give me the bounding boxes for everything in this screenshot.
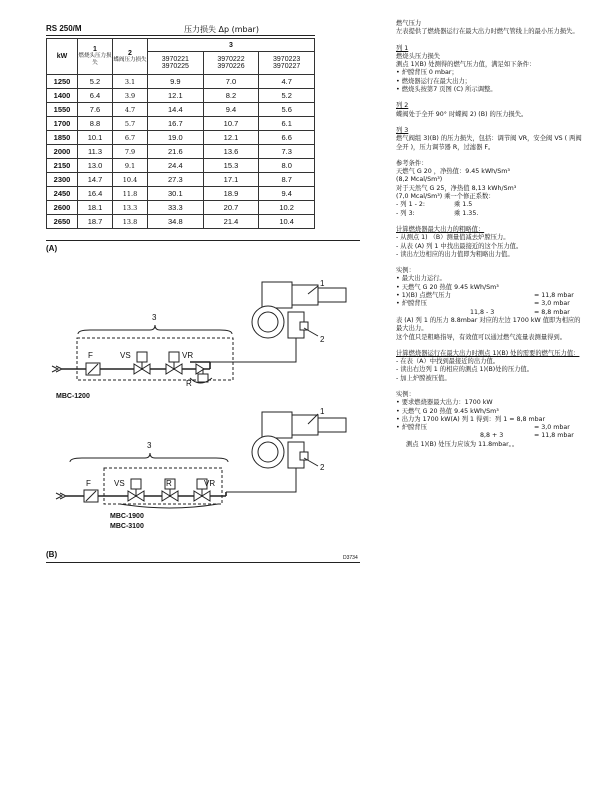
table-cell: 18.9 (203, 187, 259, 201)
col3-code: 3970227 (273, 63, 301, 70)
ref-factor-value: 乘 1.5 (454, 201, 473, 209)
table-cell: 7.6 (78, 103, 113, 117)
col2-heading: 列 2 (396, 102, 409, 110)
col-kw-header: kW (47, 39, 78, 75)
table-cell: 15.3 (203, 159, 259, 173)
figure-b-rule (46, 562, 360, 563)
table-cell: 5.7 (113, 117, 148, 131)
col3-code-cell (259, 52, 315, 75)
example1-line: • 最大出力运行。 (396, 275, 446, 283)
col1-subtitle: 燃烧头压力损失 (78, 53, 112, 66)
example2-result: 测点 1)(B) 处压力应该为 11.8mbar。。 (406, 440, 519, 448)
top-vs-actuator (137, 352, 147, 362)
example1-calc-label: • 1)(B) 点燃气压力 (396, 292, 451, 300)
top-vr-valve-b (174, 364, 182, 374)
bottom-model-label-2: MBC-3100 (110, 523, 144, 530)
example2-line: • 天燃气 G 20 热值 9.45 kWh/Sm³ (396, 407, 499, 415)
right-text-column (396, 20, 582, 449)
example2-calc-value: = 11,8 mbar (534, 432, 574, 440)
table-cell: 10.7 (203, 117, 259, 131)
bottom-regulator-b (170, 491, 178, 501)
table-cell: 12.1 (203, 131, 259, 145)
kw-cell: 1700 (47, 117, 78, 131)
top-butterfly-valve (300, 322, 308, 330)
bottom-callout-3: 3 (147, 441, 152, 450)
col1-heading: 列 1 (396, 44, 409, 52)
bottom-fan-housing (252, 436, 284, 468)
top-callout-2: 2 (320, 335, 325, 344)
table-cell: 9.4 (203, 103, 259, 117)
top-vs-valve-b (142, 364, 150, 374)
col3-heading: 列 3 (396, 126, 409, 134)
example1-calc-value: = 3,0 mbar (534, 300, 570, 308)
header-rule (46, 35, 315, 36)
col1-header (78, 39, 113, 75)
calc2-step: - 读出右边列 1 的相应的测点 1)(B)处的压力值。 (396, 366, 534, 374)
table-cell: 3.1 (113, 75, 148, 89)
kw-cell: 1250 (47, 75, 78, 89)
table-cell: 7.9 (113, 145, 148, 159)
col1-title: 燃烧头压力损失 (396, 52, 441, 60)
table-cell: 13.8 (113, 215, 148, 229)
ref-line: (8,2 Mcal/Sm³) (396, 176, 443, 184)
col3-code-cell (148, 52, 204, 75)
table-row (47, 187, 315, 201)
bottom-callout-1: 1 (320, 407, 325, 416)
ref-factor-label: - 列 1 - 2: (396, 201, 425, 209)
table-cell: 8.0 (259, 159, 315, 173)
table-row (47, 75, 315, 89)
col3-header: 3 (148, 39, 315, 52)
bottom-vs-actuator (131, 479, 141, 489)
calc2-step: - 加上炉膛被压值。 (396, 374, 451, 382)
kw-cell: 2000 (47, 145, 78, 159)
bottom-burner (226, 412, 346, 492)
table-cell: 18.1 (78, 201, 113, 215)
calc2-heading: 计算燃烧器运行在最大出力时测点 1)(B) 处的需要的燃气压力值： (396, 349, 580, 357)
table-cell: 4.7 (113, 103, 148, 117)
table-title: 压力损失 Δp (mbar) (184, 25, 259, 34)
example2-calc-value: = 3,0 mbar (534, 424, 570, 432)
table-row (47, 201, 315, 215)
top-vs-valve-a (134, 364, 142, 374)
section-title: 燃气压力 (396, 20, 422, 27)
bottom-leader-2 (304, 458, 318, 466)
example2-calc-label: 8,8 + 3 (480, 432, 504, 440)
calc1-step: - 从表 (A) 列 1 中找出最接近的这个压力值。 (396, 242, 523, 250)
top-vr-valve-a (166, 364, 174, 374)
calc1-step: - 读出左边相应的出力值即为粗略出力值。 (396, 250, 514, 258)
table-cell: 33.3 (148, 201, 204, 215)
col2-header (113, 39, 148, 75)
table-cell: 11.8 (113, 187, 148, 201)
col1-bullet: • 炉膛背压 0 mbar； (396, 69, 458, 77)
table-row (47, 145, 315, 159)
bottom-vs-valve-a (128, 491, 136, 501)
kw-cell: 2300 (47, 173, 78, 187)
example2-heading: 实例： (396, 390, 415, 398)
table-cell: 6.1 (259, 117, 315, 131)
table-cell: 9.1 (113, 159, 148, 173)
top-pipe-to-train (190, 338, 296, 362)
table-cell: 6.6 (259, 131, 315, 145)
pressure-loss-table (46, 38, 315, 229)
table-row (47, 103, 315, 117)
col3-code: 3970226 (217, 63, 245, 70)
bottom-model-label-1: MBC-1900 (110, 513, 144, 520)
section-intro: 左表提供了燃烧器运行在最大出力时燃气管线上的最小压力损失。 (396, 28, 579, 36)
table-cell: 13.6 (203, 145, 259, 159)
table-cell: 5.2 (259, 89, 315, 103)
table-cell: 16.7 (148, 117, 204, 131)
calc2-step: - 在表（A）中找到最接近的出力值。 (396, 358, 500, 366)
calc1-heading: 计算燃烧器最大出力的粗略值： (396, 225, 485, 233)
ref-factor-row (396, 201, 582, 209)
example2-line: • 出力为 1700 kW(A) 列 1 得到：列 1 = 8,8 mbar (396, 415, 546, 423)
top-regulator-body (198, 374, 208, 382)
table-cell: 10.2 (259, 201, 315, 215)
top-label-vr: VR (182, 351, 194, 360)
table-cell: 5.2 (78, 75, 113, 89)
kw-cell: 2450 (47, 187, 78, 201)
table-cell: 19.0 (148, 131, 204, 145)
ref-line: 对于天然气 G 25，净热值 8,13 kWh/Sm³ (396, 184, 517, 192)
example1-calc-label: 11,8 - 3 (470, 308, 495, 316)
kw-cell: 2600 (47, 201, 78, 215)
example1-heading: 实例： (396, 267, 415, 275)
kw-cell: 2650 (47, 215, 78, 229)
col3-text: 燃气阀组 3)(B) 的压力损失，包括：调节阀 VR，安全阀 VS ( 两阀全开 )，压力调节器 R，过滤器 F。 (396, 135, 582, 151)
table-cell: 8.7 (259, 173, 315, 187)
bottom-burner-tube (318, 418, 346, 432)
top-callout-1: 1 (320, 279, 325, 288)
col2-number: 2 (128, 49, 132, 57)
ref-line: 天燃气 G 20 ，净热值：9.45 kWh/Sm³ (396, 168, 510, 176)
gas-train-diagrams (0, 250, 380, 570)
table-row (47, 159, 315, 173)
col3-code-cell (203, 52, 259, 75)
bottom-callout-2: 2 (320, 463, 325, 472)
table-cell: 13.3 (113, 201, 148, 215)
table-cell: 7.0 (203, 75, 259, 89)
col1-text: 测点 1)(B) 处测得的燃气压力值，满足如下条件： (396, 61, 536, 69)
top-model-label: MBC-1200 (56, 393, 90, 400)
table-cell: 9.4 (259, 187, 315, 201)
table-cell: 16.4 (78, 187, 113, 201)
table-cell: 9.9 (148, 75, 204, 89)
table-cell: 24.4 (148, 159, 204, 173)
table-cell: 14.4 (148, 103, 204, 117)
bottom-control-loop (120, 504, 218, 508)
bottom-label-r: R (166, 479, 172, 488)
page-number: D3734 (343, 555, 358, 561)
table-body (47, 75, 315, 229)
table-cell: 27.3 (148, 173, 204, 187)
table-cell: 21.6 (148, 145, 204, 159)
top-burner-body (262, 282, 292, 308)
top-vr-actuator (169, 352, 179, 362)
table-cell: 12.1 (148, 89, 204, 103)
table-cell: 7.3 (259, 145, 315, 159)
example2-calc-row (396, 424, 582, 432)
ref-line: (7,0 Mcal/Sm³) 乘一个修正系数： (396, 193, 495, 201)
kw-cell: 1400 (47, 89, 78, 103)
example2-calc-label: • 炉膛背压 (396, 424, 427, 432)
table-row (47, 215, 315, 229)
bottom-pipe-to-train (226, 468, 296, 492)
top-fan-housing (252, 306, 284, 338)
col1-number: 1 (93, 46, 97, 53)
figure-b-label: (B) (46, 550, 58, 559)
table-cell: 10.1 (78, 131, 113, 145)
col3-code: 3970221 (161, 56, 189, 63)
example1-calc-row (396, 300, 582, 308)
bottom-label-f: F (86, 479, 91, 488)
table-cell: 6.4 (78, 89, 113, 103)
table-row (47, 131, 315, 145)
top-label-f: F (88, 351, 93, 360)
ref-factor-label: - 列 3: (396, 209, 415, 217)
table-cell: 8.2 (203, 89, 259, 103)
figure-a-label: (A) (46, 244, 58, 253)
bottom-brace-3 (70, 453, 228, 462)
bottom-butterfly-valve (300, 452, 308, 460)
figure-a-rule (46, 240, 360, 241)
table-row (47, 117, 315, 131)
table-cell: 10.4 (113, 173, 148, 187)
table-cell: 34.8 (148, 215, 204, 229)
table-cell: 6.7 (113, 131, 148, 145)
bottom-burner-body (262, 412, 292, 438)
table-cell: 3.9 (113, 89, 148, 103)
bottom-label-vr: VR (204, 479, 216, 488)
col3-code: 3970222 (217, 56, 245, 63)
example1-line: • 天燃气 G 20 热值 9.45 kWh/Sm³ (396, 283, 499, 291)
table-cell: 11.3 (78, 145, 113, 159)
col1-bullet: • 燃烧器运行在最大出力； (396, 77, 471, 85)
top-label-r: R (186, 379, 192, 388)
kw-cell: 2150 (47, 159, 78, 173)
top-burner-tube (318, 288, 346, 302)
table-cell: 8.8 (78, 117, 113, 131)
ref-factor-row (396, 210, 582, 218)
col2-subtitle: 蝶阀压力损失 (113, 56, 147, 63)
top-burner-head (292, 285, 318, 305)
top-label-vs: VS (120, 351, 131, 360)
bottom-vr-valve-a (194, 491, 202, 501)
kw-cell: 1550 (47, 103, 78, 117)
bottom-vr-valve-b (202, 491, 210, 501)
model-title: RS 250/M (46, 24, 82, 33)
table-cell: 10.4 (259, 215, 315, 229)
table-cell: 20.7 (203, 201, 259, 215)
example1-calc-row (396, 309, 582, 317)
table-cell: 13.0 (78, 159, 113, 173)
table-row (47, 89, 315, 103)
example1-result: 表 (A) 列 1 的压力 8.8mbar 对应的左边 1700 kW 值即为相应的最大出力。 (396, 316, 581, 333)
table-cell: 17.1 (203, 173, 259, 187)
kw-cell: 1850 (47, 131, 78, 145)
bottom-vs-valve-b (136, 491, 144, 501)
example1-calc-label: • 炉膛背压 (396, 300, 427, 308)
example1-calc-value: = 8,8 mbar (534, 308, 570, 316)
table-cell: 30.1 (148, 187, 204, 201)
example1-note: 这个值只是粗略指导，有效值可以通过燃气流量表测量得到。 (396, 333, 567, 341)
table-row (47, 173, 315, 187)
example2-calc-row (396, 432, 582, 440)
top-callout-3: 3 (152, 313, 157, 322)
calc1-step: - 从测点 1) （B）测量值减去炉膛压力。 (396, 234, 510, 242)
top-burner (190, 282, 346, 362)
table-cell: 4.7 (259, 75, 315, 89)
ref-factor-value: 乘 1.35. (454, 209, 479, 217)
bottom-regulator-a (162, 491, 170, 501)
col3-code: 3970225 (161, 63, 189, 70)
col2-text: 蝶阀处于全开 90° 时蝶阀 2) (B) 的压力损失。 (396, 110, 528, 118)
bottom-label-vs: VS (114, 479, 125, 488)
example1-calc-value: = 11,8 mbar (534, 292, 574, 300)
table-cell: 5.6 (259, 103, 315, 117)
col3-code: 3970223 (273, 56, 301, 63)
table-cell: 14.7 (78, 173, 113, 187)
table-cell: 21.4 (203, 215, 259, 229)
ref-heading: 参考条件： (396, 159, 428, 167)
example2-line: • 要求燃烧器最大出力：1700 kW (396, 399, 493, 407)
table-cell: 18.7 (78, 215, 113, 229)
top-leader-2 (304, 328, 318, 336)
top-brace-3 (78, 325, 232, 334)
col1-bullet: • 燃烧头按第7 页图 (C) 所示调整。 (396, 86, 497, 94)
